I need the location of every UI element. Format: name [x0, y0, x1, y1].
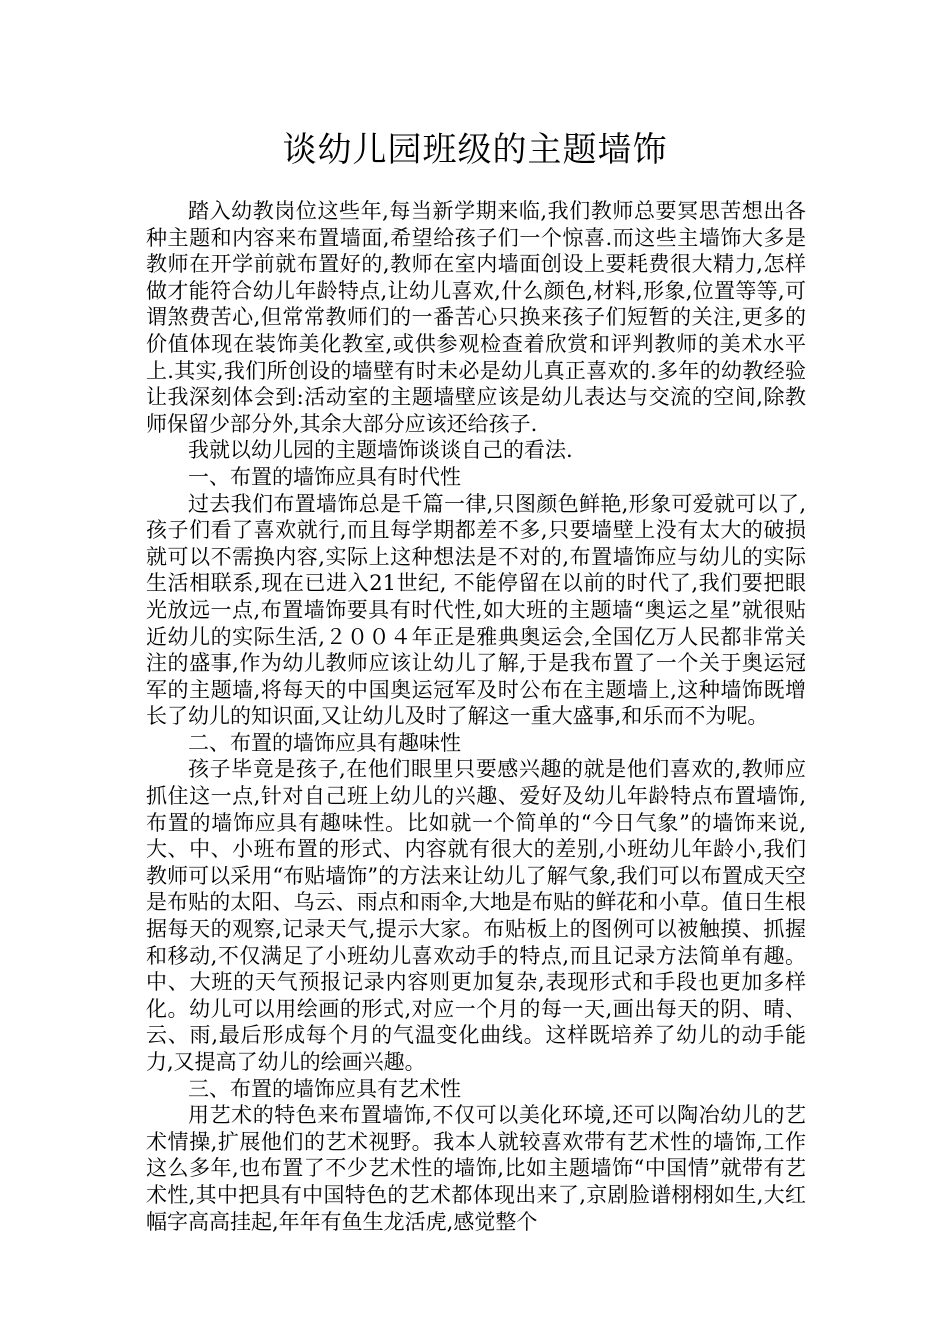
document-body [146, 198, 806, 1235]
document-title: 谈幼儿园班级的主题墙饰 [282, 130, 668, 170]
paragraph-opinion: 我就以幼儿园的主题墙饰谈谈自己的看法. [188, 438, 573, 463]
paragraph-section-3: 用艺术的特色来布置墙饰,不仅可以美化环境,还可以陶冶幼儿的艺术情操,扩展他们的艺术视野。我本人就较喜欢带有艺术性的墙饰,工作这么多年,也布置了不少艺术性的墙饰,比如主题墙饰“中国情”就带有艺术性,其中把具有中国特色的艺术都体现出来了,京剧脸谱栩栩如生,大红幅字高高挂起,年年有鱼生龙活虎,感觉整个 [146, 1103, 806, 1234]
paragraph-section-1: 过去我们布置墙饰总是千篇一律,只图颜色鲜艳,形象可爱就可以了,孩子们看了喜欢就行,而且每学期都差不多,只要墙壁上没有太大的破损就可以不需换内容,实际上这种想法是不对的,布置墙饰应与幼儿的实际生活相联系,现在已进入21世纪, 不能停留在以前的时代了,我们要把眼光放远一点,布置墙饰要具有时代性,如大班的主题墙“奥运之星”就很贴近幼儿的实际生活,２００４年正是雅典奥运会,全国亿万人民都非常关注的盛事,作为幼儿教师应该让幼儿了解,于是我布置了一个关于奥运冠军的主题墙,将每天的中国奥运冠军及时公布在主题墙上,这种墙饰既增长了幼儿的知识面,又让幼儿及时了解这一重大盛事,和乐而不为呢。 [146, 491, 806, 729]
paragraph-section-2: 孩子毕竟是孩子,在他们眼里只要感兴趣的就是他们喜欢的,教师应抓住这一点,针对自己班上幼儿的兴趣、爱好及幼儿年龄特点布置墙饰,布置的墙饰应具有趣味性。比如就一个简单的“今日气象”的墙饰来说,大、中、小班布置的形式、内容就有很大的差别,小班幼儿年龄小,我们教师可以采用“布贴墙饰”的方法来让幼儿了解气象,我们可以布置成天空是布贴的太阳、乌云、雨点和雨伞,大地是布贴的鲜花和小草。值日生根据每天的观察,记录天气,提示大家。布贴板上的图例可以被触摸、抓握和移动,不仅满足了小班幼儿喜欢动手的特点,而且记录方法简单有趣。中、大班的天气预报记录内容则更加复杂,表现形式和手段也更加多样化。幼儿可以用绘画的形式,对应一个月的每一天,画出每天的阴、晴、云、雨,最后形成每个月的气温变化曲线。这样既培养了幼儿的动手能力,又提高了幼儿的绘画兴趣。 [146, 757, 806, 1074]
section-heading-2: 二、布置的墙饰应具有趣味性 [188, 730, 461, 755]
section-heading-1: 一、布置的墙饰应具有时代性 [188, 464, 461, 489]
section-heading-3: 三、布置的墙饰应具有艺术性 [188, 1076, 461, 1101]
paragraph-intro: 踏入幼教岗位这些年,每当新学期来临,我们教师总要冥思苦想出各种主题和内容来布置墙面,希望给孩子们一个惊喜.而这些主墙饰大多是教师在开学前就布置好的,教师在室内墙面创设上要耗费很大精力,怎样做才能符合幼儿年龄特点,让幼儿喜欢,什么颜色,材料,形象,位置等等,可谓煞费苦心,但常常教师们的一番苦心只换来孩子们短暂的关注,更多的价值体现在装饰美化教室,或供参观检查着欣赏和评判教师的美术水平上.其实,我们所创设的墙壁有时未必是幼儿真正喜欢的.多年的幼教经验让我深刻体会到:活动室的主题墙壁应该是幼儿表达与交流的空间,除教师保留少部分外,其余大部分应该还给孩子. [146, 199, 806, 436]
